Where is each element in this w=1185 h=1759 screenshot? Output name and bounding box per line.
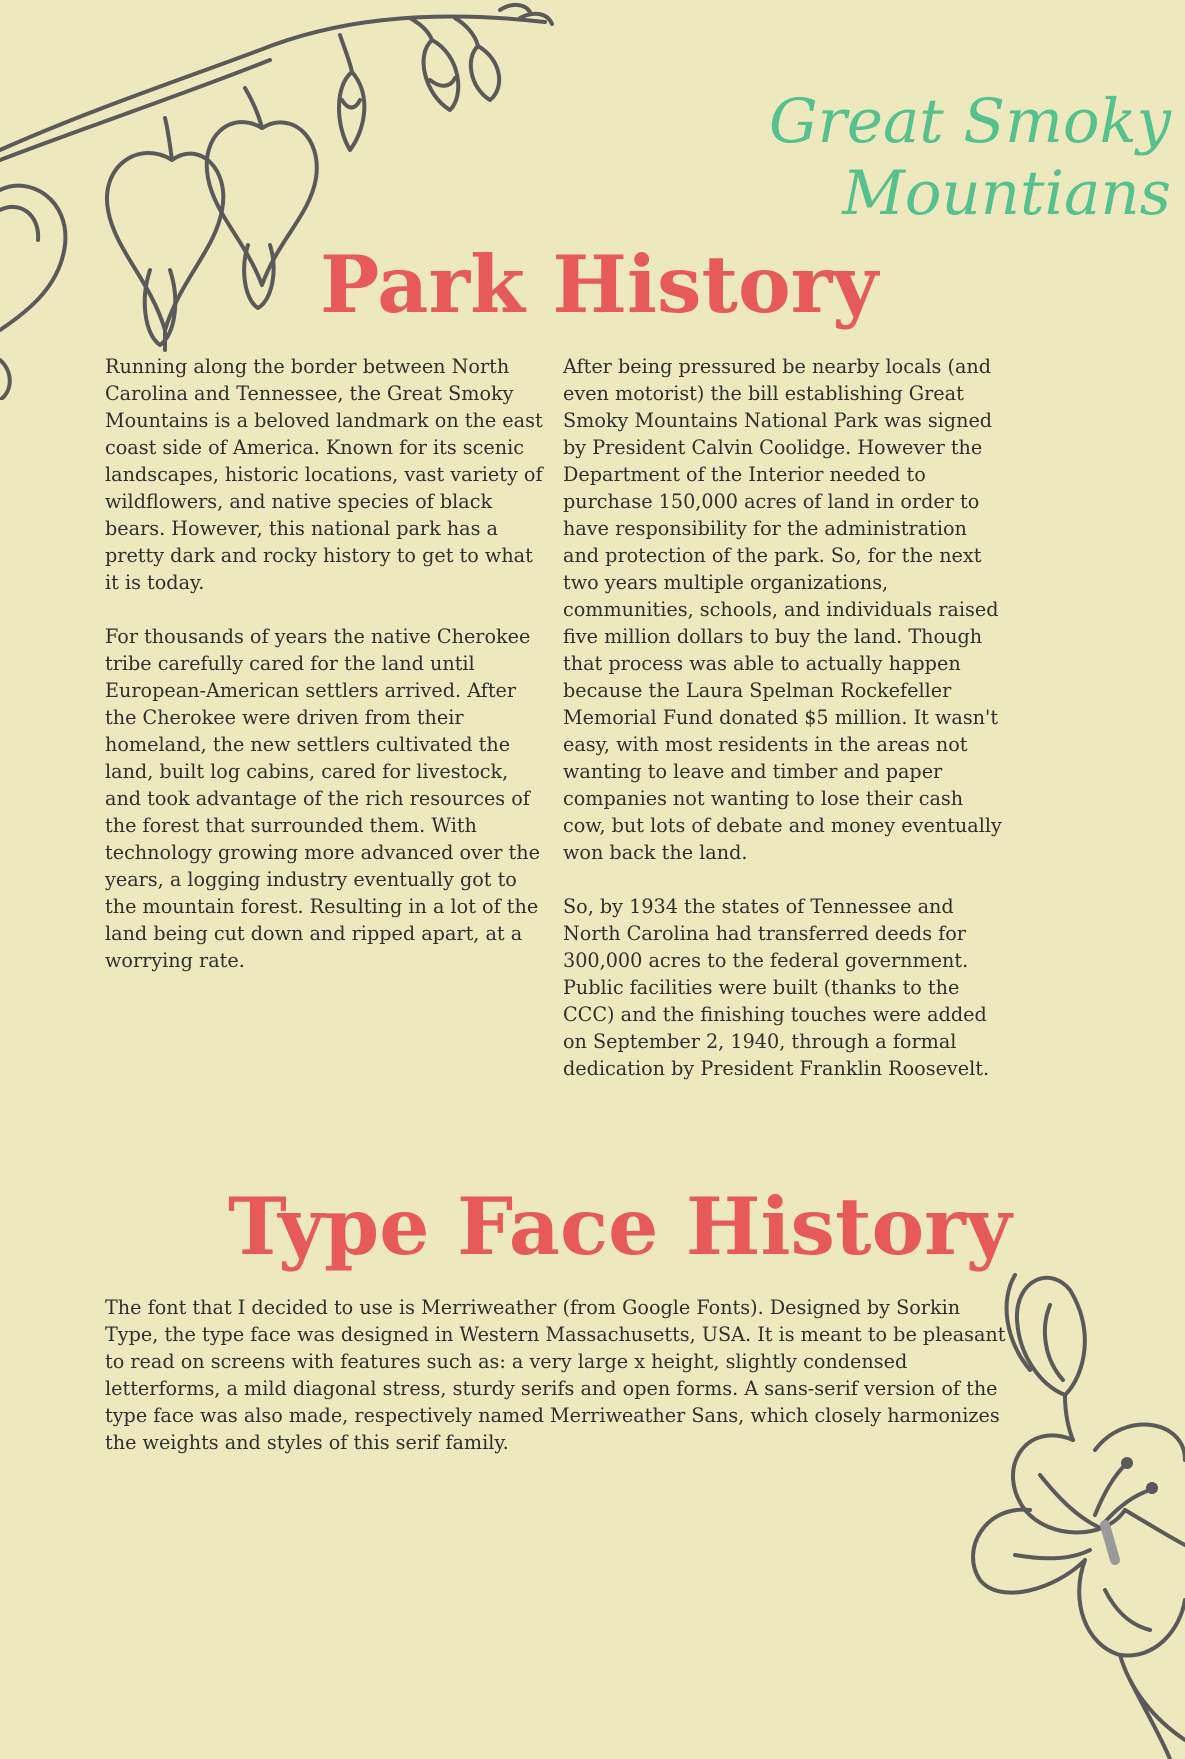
- bleeding-heart-flower-branch-icon: [0, 0, 570, 400]
- park-history-column-left: [105, 353, 550, 1001]
- park-history-column-right: [563, 353, 1008, 1109]
- park-history-paragraph-3: After being pressured be nearby locals (and even motorist) the bill establishing Great Smoky Mountains National Park was signed by President Calvin Coolidge. However the Department of the Interior needed to purchase 150,000 acres of land in order to have responsibility for the administration and protection of the park. So, for the next two years multiple organizations, communities, schools, and individuals raised five million dollars to buy the land. Though that process was able to actually happen because the Laura Spelman Rockefeller Memorial Fund donated $5 million. It wasn't easy, with most residents in the areas not wanting to leave and timber and paper companies not wanting to lose their cash cow, but lots of debate and money eventually won back the land.: [563, 355, 1002, 864]
- park-history-paragraph-2: For thousands of years the native Cherokee tribe carefully cared for the land until European-American settlers arrived. After the Cherokee were driven from their homeland, the new settlers cultivated the land, built log cabins, cared for livestock, and took advantage of the rich resources of the forest that surrounded them. With technology growing more advanced over the years, a logging industry eventually got to the mountain forest. Resulting in a lot of the land being cut down and ripped apart, at a worrying rate.: [105, 625, 540, 972]
- site-title-line-1: Great Smoky: [768, 86, 1171, 157]
- park-history-paragraph-4: So, by 1934 the states of Tennessee and North Carolina had transferred deeds for 300,000 acres to the federal government. Public facilities were built (thanks to the CCC) and the finishing touches were added on September 2, 1940, through a formal dedication by President Franklin Roosevelt.: [563, 895, 990, 1080]
- site-title-line-2: Mountians: [842, 158, 1171, 229]
- park-history-paragraph-1: Running along the border between North Carolina and Tennessee, the Great Smoky Mountains is a beloved landmark on the east coast side of America. Known for its scenic landscapes, historic locations, vast variety of wildflowers, and native species of black bears. However, this national park has a pretty dark and rocky history to get to what it is today.: [105, 355, 543, 594]
- type-face-history-paragraph: The font that I decided to use is Merriweather (from Google Fonts). Designed by Sorkin Type, the type face was designed in Western Massachusetts, USA. It is meant to be pleasant to read on screens with features such as: a very large x height, slightly condensed letterforms, a mild diagonal stress, sturdy serifs and open forms. A sans-serif version of the type face was also made, respectively named Merriweather Sans, which closely harmonizes the weights and styles of this serif family.: [105, 1296, 1006, 1454]
- site-title: [651, 86, 1171, 230]
- park-history-body: [105, 353, 1015, 1143]
- type-face-history-heading: Type Face History: [228, 1180, 1012, 1273]
- park-history-heading: Park History: [320, 238, 879, 331]
